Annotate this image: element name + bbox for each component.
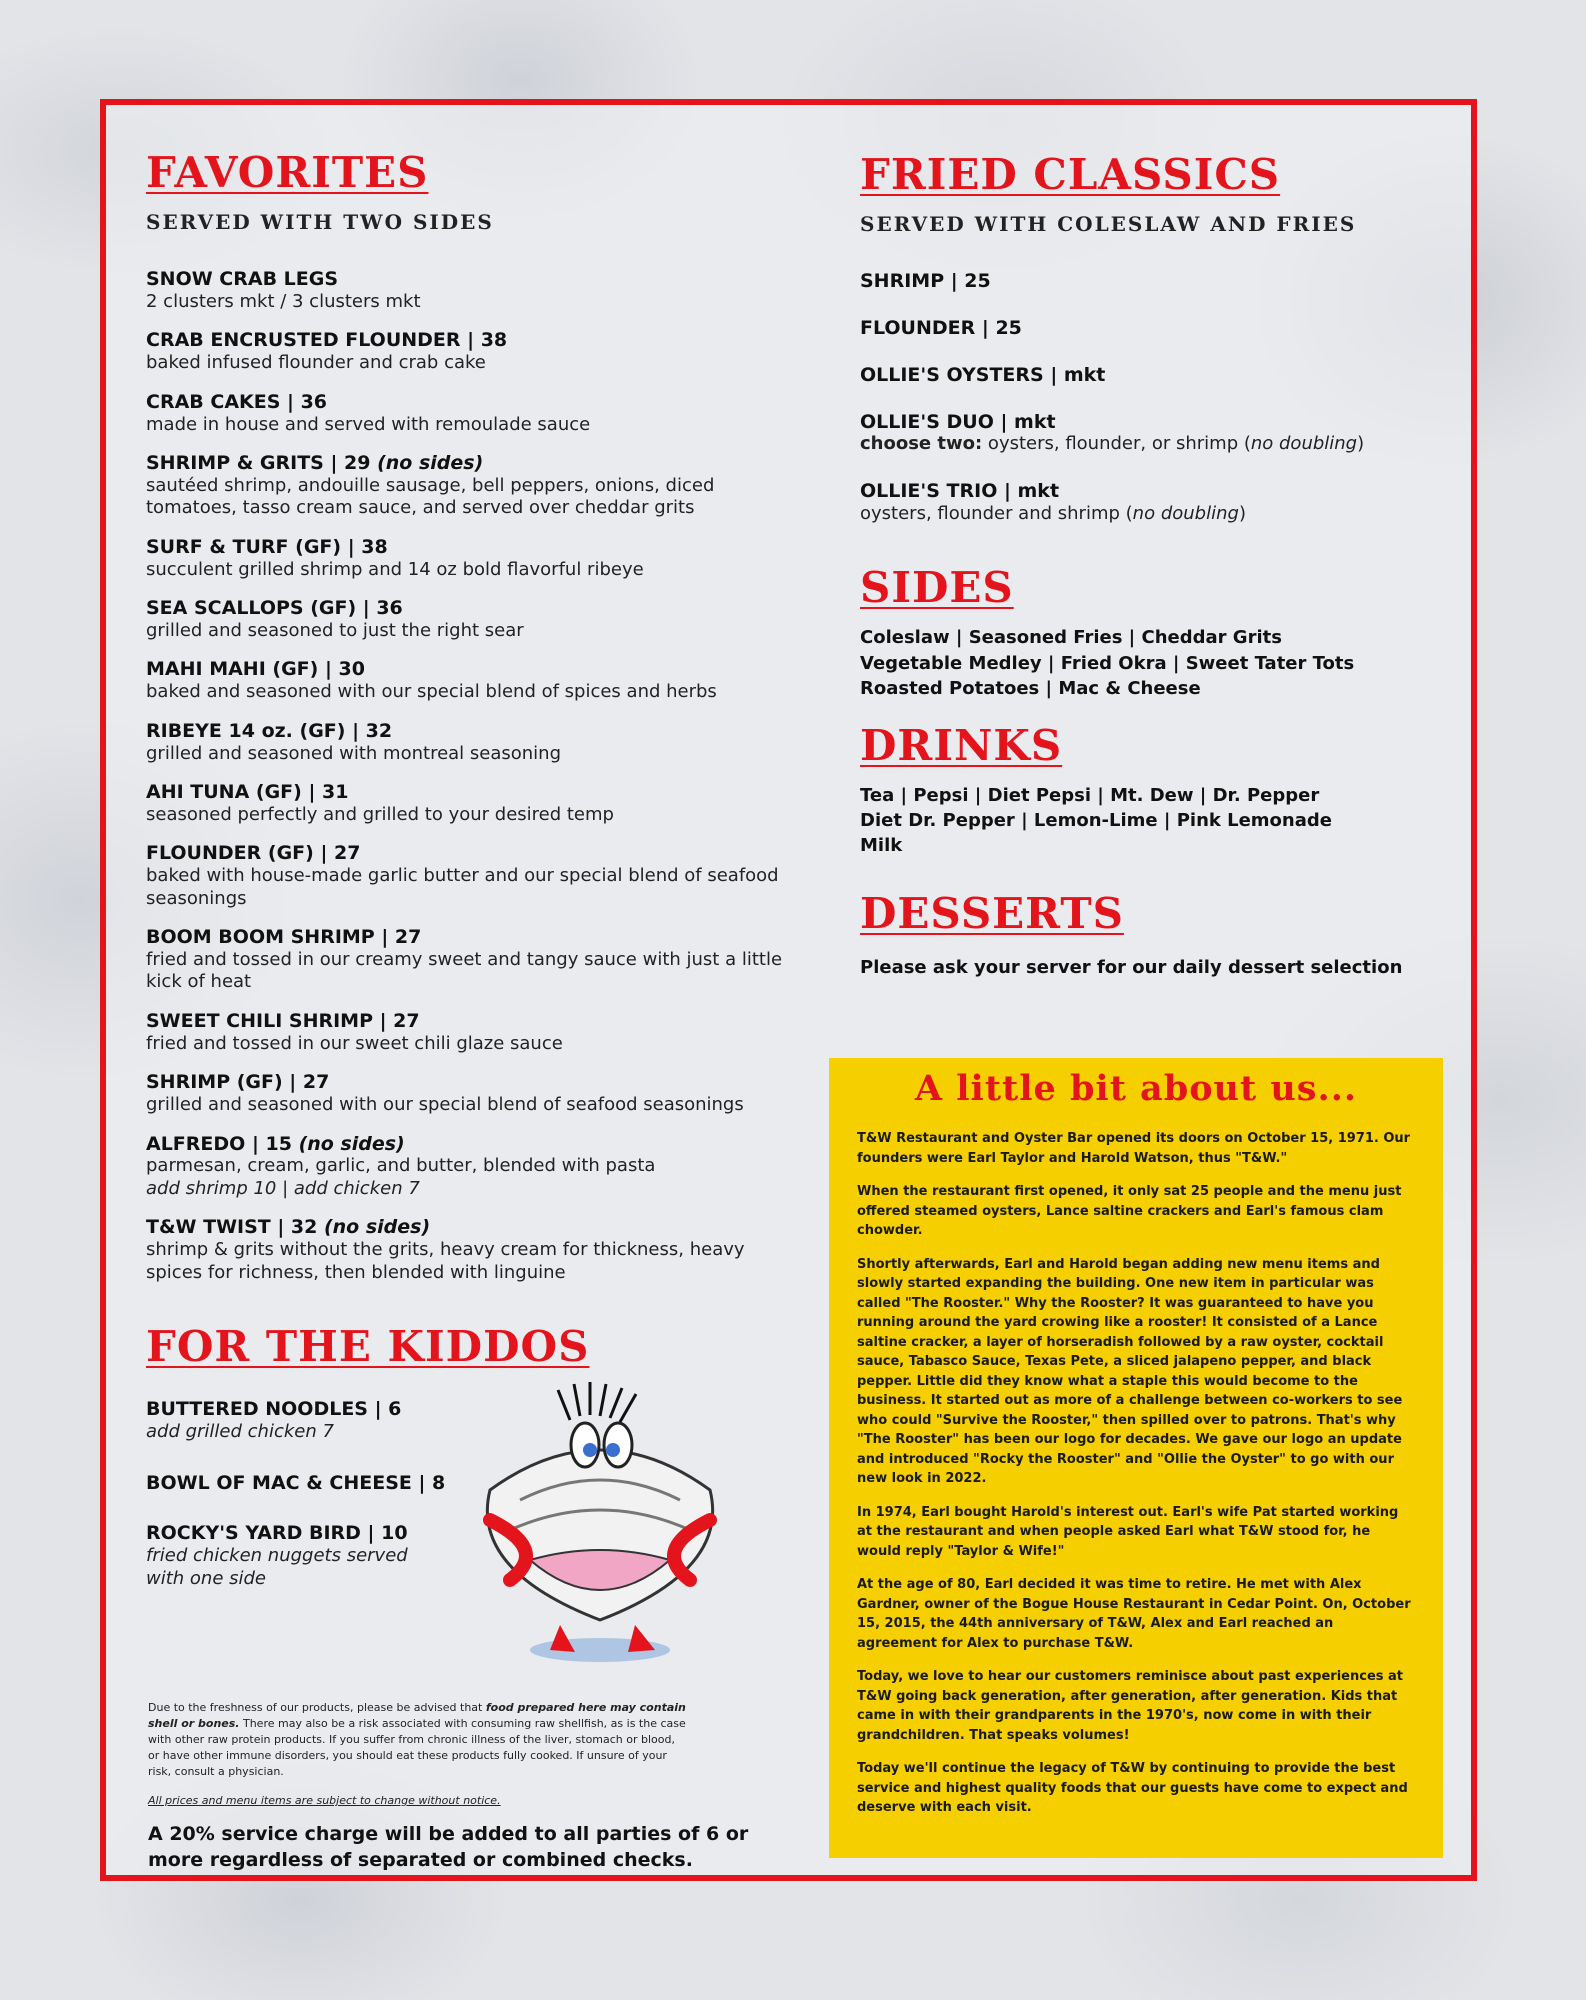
item-name <box>146 452 786 475</box>
favorites-heading: FAVORITES <box>146 148 429 197</box>
item-name <box>146 1010 786 1033</box>
sides-line: Vegetable Medley | Fried Okra | Sweet Tater Tots <box>860 652 1355 674</box>
item-name-text: SHRIMP (GF) | 27 <box>146 1071 330 1094</box>
item-name: OLLIE'S DUO | mkt <box>860 410 1056 433</box>
item-name-text: MAHI MAHI (GF) | 30 <box>146 658 365 681</box>
sides-line: Roasted Potatoes | Mac & Cheese <box>860 677 1201 699</box>
item-description: 2 clusters mkt / 3 clusters mkt <box>146 290 421 312</box>
item-name: OLLIE'S TRIO | mkt <box>860 479 1060 502</box>
menu-item <box>146 1071 786 1116</box>
fried-item <box>860 317 1440 340</box>
item-name: ROCKY'S YARD BIRD | 10 <box>146 1522 408 1545</box>
item-desc-end: ) <box>1238 502 1246 524</box>
fried-list <box>860 270 1440 525</box>
favorites-list <box>146 268 786 1284</box>
item-description: made in house and served with remoulade sauce <box>146 413 591 435</box>
fried-item <box>860 411 1440 456</box>
sides-heading: SIDES <box>860 563 1014 613</box>
item-name <box>146 1133 786 1156</box>
item-name-text: CRAB ENCRUSTED FLOUNDER | 38 <box>146 329 508 352</box>
item-name-text: SEA SCALLOPS (GF) | 36 <box>146 597 403 620</box>
item-addon: add shrimp 10 | add chicken 7 <box>146 1177 420 1199</box>
item-name-text: BOOM BOOM SHRIMP | 27 <box>146 926 422 949</box>
item-name <box>146 926 786 949</box>
item-note: (no sides) <box>377 452 484 475</box>
right-column <box>860 152 1440 980</box>
item-note: (no sides) <box>298 1132 405 1155</box>
item-description: fried and tossed in our creamy sweet and tangy sauce with just a little kick of heat <box>146 948 783 993</box>
about-paragraph: T&W Restaurant and Oyster Bar opened its doors on October 15, 1971. Our founders were Earl Taylor and Harold Watson, thus "T&W." <box>857 1131 1411 1166</box>
service-charge-note: A 20% service charge will be added to all parties of 6 or more regardless of separated or combined checks. <box>148 1823 749 1871</box>
item-desc-text: oysters, flounder, or shrimp ( <box>982 433 1251 455</box>
item-description: shrimp & grits without the grits, heavy cream for thickness, heavy spices for richness, then blended with linguine <box>146 1239 745 1283</box>
menu-item <box>146 658 786 703</box>
menu-item <box>146 926 786 994</box>
sides-list <box>860 625 1440 701</box>
menu-item <box>146 1133 786 1201</box>
item-name <box>146 536 786 559</box>
item-desc-emph: no doubling <box>1250 433 1358 455</box>
item-name: SHRIMP | 25 <box>860 270 991 293</box>
about-paragraph: Shortly afterwards, Earl and Harold began adding new menu items and slowly started expanding the building. One new item in particular was called "The Rooster." Why the Rooster? It was guaranteed to have you running around the yard crowing like a rooster! It consisted of a Lance saltine cracker, a layer of horseradish followed by a raw oyster, cocktail sauce, Tabasco Sauce, Texas Pete, a sliced jalapeno pepper, and black pepper. Little did they know what a staple this would become to the business. It started out as more of a challenge between co-workers to see who could "Survive the Rooster," then spilled over to patrons. That's why "The Rooster" has been our logo for decades. We gave our logo an update and introduced "Rocky the Rooster" and "Ollie the Oyster" to go with our new look in 2022. <box>857 1256 1403 1486</box>
item-name <box>146 268 786 291</box>
item-description <box>860 503 1440 526</box>
item-desc-emph: no doubling <box>1132 502 1239 524</box>
item-desc-bold: choose two: <box>860 433 983 455</box>
item-description: grilled and seasoned to just the right sear <box>146 619 524 641</box>
about-paragraph: Today, we love to hear our customers reminisce about past experiences at T&W going back generation, after generation, after generation. Kids that came in with their grandparents in the 1970's, now come in with their grandchildren. That speaks volumes! <box>857 1669 1404 1743</box>
about-paragraph: When the restaurant first opened, it only sat 25 people and the menu just offered steamed oysters, Lance saltine crackers and Earl's famous clam chowder. <box>857 1184 1402 1238</box>
item-name <box>146 842 786 865</box>
item-name-text: T&W TWIST | 32 <box>146 1216 318 1239</box>
item-name <box>146 658 786 681</box>
item-description: parmesan, cream, garlic, and butter, blended with pasta <box>146 1155 656 1177</box>
menu-item <box>146 536 786 581</box>
fried-item <box>860 270 1440 293</box>
item-name-text: FLOUNDER (GF) | 27 <box>146 842 361 865</box>
item-description: baked and seasoned with our special blend of spices and herbs <box>146 681 717 703</box>
item-name: BOWL OF MAC & CHEESE | 8 <box>146 1471 446 1494</box>
menu-item <box>146 268 786 313</box>
item-description: baked with house-made garlic butter and our special blend of seafood seasonings <box>146 865 779 909</box>
item-name-text: RIBEYE 14 oz. (GF) | 32 <box>146 719 393 742</box>
item-name-text: CRAB CAKES | 36 <box>146 390 328 413</box>
item-name <box>146 781 786 804</box>
item-name <box>146 1216 786 1239</box>
item-name: OLLIE'S OYSTERS | mkt <box>860 363 1106 386</box>
kids-item <box>146 1522 446 1590</box>
item-name-text: SHRIMP & GRITS | 29 <box>146 452 371 475</box>
item-name: FLOUNDER | 25 <box>860 316 1022 339</box>
item-name-text: ALFREDO | 15 <box>146 1132 292 1155</box>
fried-item <box>860 364 1440 387</box>
menu-item <box>146 597 786 642</box>
item-description: grilled and seasoned with our special blend of seafood seasonings <box>146 1094 744 1116</box>
disclaimer-text: Due to the freshness of our products, please be advised that food prepared here may contain shell or bones. There may also be a risk associated with consuming raw shellfish, as is the case with other raw protein products. If you suffer from chronic illness of the liver, stomach or blood, or have other immune disorders, you should eat these products fully cooked. If unsure of your risk, consult a physician. <box>148 1701 686 1778</box>
menu-item <box>146 720 786 765</box>
about-paragraph: Today we'll continue the legacy of T&W by continuing to provide the best service and highest quality foods that our guests have come to expect and deserve with each visit. <box>857 1761 1408 1815</box>
item-description: seasoned perfectly and grilled to your desired temp <box>146 803 614 825</box>
drinks-list <box>860 783 1440 859</box>
drinks-heading: DRINKS <box>860 720 1063 770</box>
item-desc-text: oysters, flounder and shrimp ( <box>860 502 1133 524</box>
item-note: (no sides) <box>323 1216 431 1239</box>
drinks-line: Milk <box>860 835 903 857</box>
fried-subheading: SERVED WITH COLESLAW AND FRIES <box>860 212 1357 237</box>
item-name <box>146 597 786 620</box>
item-name-text: SURF & TURF (GF) | 38 <box>146 535 388 558</box>
kiddos-heading: FOR THE KIDDOS <box>146 1322 590 1372</box>
drinks-line: Diet Dr. Pepper | Lemon-Lime | Pink Lemonade <box>860 810 1332 832</box>
sides-line: Coleslaw | Seasoned Fries | Cheddar Grits <box>860 627 1282 649</box>
about-paragraphs <box>857 1129 1415 1818</box>
menu-item <box>146 329 786 374</box>
item-name <box>146 720 786 743</box>
menu-item <box>146 391 786 436</box>
item-desc-end: ) <box>1357 433 1365 455</box>
fried-item <box>860 480 1440 525</box>
item-name <box>146 329 786 352</box>
kids-item <box>146 1398 446 1443</box>
kids-item <box>146 1472 446 1495</box>
desserts-text: Please ask your server for our daily dessert selection <box>860 956 1403 978</box>
item-name-text: AHI TUNA (GF) | 31 <box>146 781 349 804</box>
oyster-mascot-icon <box>450 1370 750 1670</box>
item-name <box>146 391 786 414</box>
item-description <box>860 433 1440 456</box>
item-name-text: SWEET CHILI SHRIMP | 27 <box>146 1009 420 1032</box>
item-description: fried chicken nuggets served with one side <box>146 1545 408 1589</box>
fried-heading: FRIED CLASSICS <box>860 150 1281 199</box>
item-description: grilled and seasoned with montreal seasoning <box>146 742 562 764</box>
subject-to-change-note: All prices and menu items are subject to change without notice. <box>148 1794 501 1807</box>
favorites-subheading: SERVED WITH TWO SIDES <box>146 210 494 235</box>
item-description: sautéed shrimp, andouille sausage, bell peppers, onions, diced tomatoes, tasso cream sauce, and served over cheddar grits <box>146 474 715 519</box>
item-description: baked infused flounder and crab cake <box>146 352 486 374</box>
about-paragraph: In 1974, Earl bought Harold's interest out. Earl's wife Pat started working at the restaurant and when people asked Earl what T&W stood for, he would reply "Taylor & Wife!" <box>857 1504 1399 1559</box>
item-name: BUTTERED NOODLES | 6 <box>146 1398 402 1421</box>
menu-item <box>146 452 786 520</box>
menu-item <box>146 1216 786 1284</box>
about-paragraph: At the age of 80, Earl decided it was time to retire. He met with Alex Gardner, owner of the Bogue House Restaurant in Cedar Point. On, October 15, 2015, the 44th anniversary of T&W, Alex and Earl reached an agreement for Alex to purchase T&W. <box>857 1577 1411 1651</box>
desserts-heading: DESSERTS <box>860 888 1124 938</box>
item-description: add grilled chicken 7 <box>146 1421 334 1443</box>
about-box <box>829 1058 1443 1858</box>
item-name <box>146 1071 786 1094</box>
item-name-text: SNOW CRAB LEGS <box>146 268 339 291</box>
menu-item <box>146 842 786 910</box>
about-title: A little bit about us... <box>914 1068 1358 1109</box>
item-description: succulent grilled shrimp and 14 oz bold flavorful ribeye <box>146 558 644 580</box>
menu-item <box>146 1010 786 1055</box>
drinks-line: Tea | Pepsi | Diet Pepsi | Mt. Dew | Dr. Pepper <box>860 785 1320 807</box>
item-description: fried and tossed in our sweet chili glaze sauce <box>146 1032 563 1054</box>
menu-item <box>146 781 786 826</box>
